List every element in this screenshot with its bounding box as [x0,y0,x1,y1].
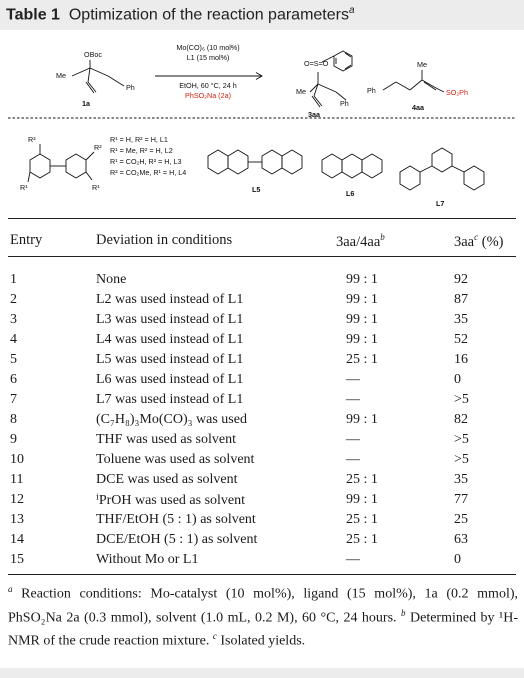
byproduct-group-ph: Ph [367,86,376,95]
cell-deviation: Toluene was used as solvent [96,452,255,467]
cell-entry: 3 [10,312,17,327]
reactant-group-ph: Ph [126,83,135,92]
title-footnote-mark: a [348,5,355,16]
cell-ratio: 25 : 1 [346,472,378,487]
cell-deviation: L6 was used instead of L1 [96,372,244,387]
table-row [0,352,524,372]
cell-deviation: L3 was used instead of L1 [96,312,244,327]
reactant-group-me: Me [56,71,66,80]
table-top-rule [8,218,516,219]
cell-deviation: L5 was used instead of L1 [96,352,244,367]
cell-yield: 25 [454,512,468,527]
table-title-text: Optimization of the reaction parameters [68,6,349,24]
cell-entry: 4 [10,332,17,347]
ligand-sub-r1-right: R¹ [92,183,100,192]
cell-deviation: ⁱPrOH was used as solvent [96,493,246,508]
cell-entry: 6 [10,372,17,387]
footnote-a-text: Reaction conditions: Mo-catalyst (10 mol%), ligand (15 mol%), 1a (0.2 mmol), PhSO₂Na 2a (0.3 mmol), solvent (1.0 mL, 0.2 M), 60 °C, 24 hours. [8,586,518,626]
footnote-c-text: Isolated yields. [220,633,306,649]
ligand-label-l5: L5 [252,185,261,194]
footnote-b-text: Determined by ¹H-NMR of the crude reaction mixture. [8,610,519,649]
cell-yield: 0 [454,552,461,567]
ratio-header-text: 3aa/4aa [336,233,381,250]
table-row [0,552,524,572]
table-row [0,472,524,492]
cell-ratio: 99 : 1 [346,292,378,307]
cell-yield: 35 [454,312,468,327]
table-row [0,392,524,412]
cell-ratio: — [346,432,360,447]
ligand-sub-r2-right: R² [94,143,102,152]
cell-deviation: None [96,272,127,287]
ligand-def-l4: R² = CO₂Me, R¹ = H, L4 [110,168,187,177]
ligand-label-l6: L6 [346,189,355,198]
cell-deviation: Without Mo or L1 [96,552,199,567]
cell-entry: 8 [10,412,17,427]
byproduct-label: 4aa [412,103,424,112]
column-header-deviation: Deviation in conditions [96,232,233,248]
yield-header-text: 3aa [454,233,475,250]
condition-solvent: EtOH, 60 °C, 24 h [179,81,237,90]
cell-yield: >5 [454,432,469,447]
table-row [0,272,524,292]
table-row [0,312,524,332]
table-row [0,412,524,432]
reaction-scheme [0,30,524,216]
cell-yield: 77 [454,492,468,507]
product-group-so2: O=S=O [304,59,329,68]
cell-yield: 52 [454,332,468,347]
cell-deviation: (C₇H₈)₃Mo(CO)₃ was used [96,412,247,427]
footnote-b-mark: b [401,607,406,618]
table-title-bar [0,0,524,30]
cell-yield: 92 [454,272,468,287]
product-group-me: Me [296,87,306,96]
column-header-ratio [336,232,385,251]
cell-entry: 2 [10,292,17,307]
byproduct-group-me: Me [417,60,427,69]
cell-entry: 10 [10,452,24,467]
header-rule [8,256,516,257]
table-label: Table 1 [6,6,60,24]
cell-deviation: THF/EtOH (5 : 1) as solvent [96,512,256,527]
cell-entry: 5 [10,352,17,367]
ligand-def-l3: R¹ = CO₂H, R² = H, L3 [110,157,182,166]
cell-deviation: L2 was used instead of L1 [96,292,244,307]
cell-ratio: 99 : 1 [346,312,378,327]
cell-entry: 11 [10,472,24,487]
cell-ratio: 25 : 1 [346,352,378,367]
cell-deviation: DCE/EtOH (5 : 1) as solvent [96,532,258,547]
product-label: 3aa [308,110,320,119]
ligand-label-l7: L7 [436,199,445,208]
table-row [0,292,524,312]
cell-entry: 1 [10,272,17,287]
footnote-c-mark: c [212,631,217,642]
table-footnotes [8,580,518,651]
table-row [0,512,524,532]
cell-entry: 14 [10,532,24,547]
ligand-def-l1: R¹ = H, R² = H, L1 [110,135,168,144]
table-row [0,432,524,452]
ligand-sub-r1-left: R¹ [20,183,28,192]
cell-yield: 16 [454,352,468,367]
reactant-group-obc: OBoc [84,50,102,59]
yield-footnote-mark: c [474,232,479,242]
cell-yield: >5 [454,392,469,407]
table-title [6,5,355,24]
cell-entry: 15 [10,552,24,567]
cell-yield: 63 [454,532,468,547]
table-row [0,532,524,552]
cell-deviation: DCE was used as solvent [96,472,238,487]
cell-entry: 13 [10,512,24,527]
table-bottom-bar [0,668,524,678]
cell-ratio: 99 : 1 [346,272,378,287]
table-row [0,332,524,352]
cell-yield: >5 [454,452,469,467]
table-row [0,492,524,512]
cell-deviation: L7 was used instead of L1 [96,392,244,407]
ligand-def-l2: R¹ = Me, R² = H, L2 [110,146,173,155]
cell-entry: 7 [10,392,17,407]
reactant-label: 1a [82,99,90,108]
cell-ratio: 99 : 1 [346,332,378,347]
byproduct-group-so2ph: SO₂Ph [446,88,468,97]
ligand-sub-r2-left: R² [28,135,36,144]
table-row [0,372,524,392]
yield-header-unit: (%) [481,233,504,250]
cell-yield: 35 [454,472,468,487]
condition-sulfinate: PhSO₂Na (2a) [185,91,231,100]
cell-entry: 12 [10,492,24,507]
table-row [0,452,524,472]
cell-ratio: — [346,372,360,387]
cell-ratio: — [346,552,360,567]
cell-ratio: 99 : 1 [346,412,378,427]
table-bottom-rule [8,574,516,575]
condition-ligand: L1 (15 mol%) [186,53,230,62]
cell-deviation: L4 was used instead of L1 [96,332,244,347]
cell-ratio: 99 : 1 [346,492,378,507]
cell-deviation: THF was used as solvent [96,432,236,447]
cell-ratio: — [346,452,360,467]
cell-ratio: — [346,392,360,407]
cell-yield: 0 [454,372,461,387]
cell-yield: 87 [454,292,468,307]
cell-ratio: 25 : 1 [346,512,378,527]
condition-catalyst: Mo(CO)₆ (10 mol%) [176,43,240,52]
product-group-ph: Ph [340,99,349,108]
cell-yield: 82 [454,412,468,427]
column-header-yield [454,232,504,251]
column-header-entry: Entry [10,232,43,248]
ratio-footnote-mark: b [380,232,385,242]
cell-entry: 9 [10,432,17,447]
footnote-a-mark: a [8,584,13,594]
cell-ratio: 25 : 1 [346,532,378,547]
